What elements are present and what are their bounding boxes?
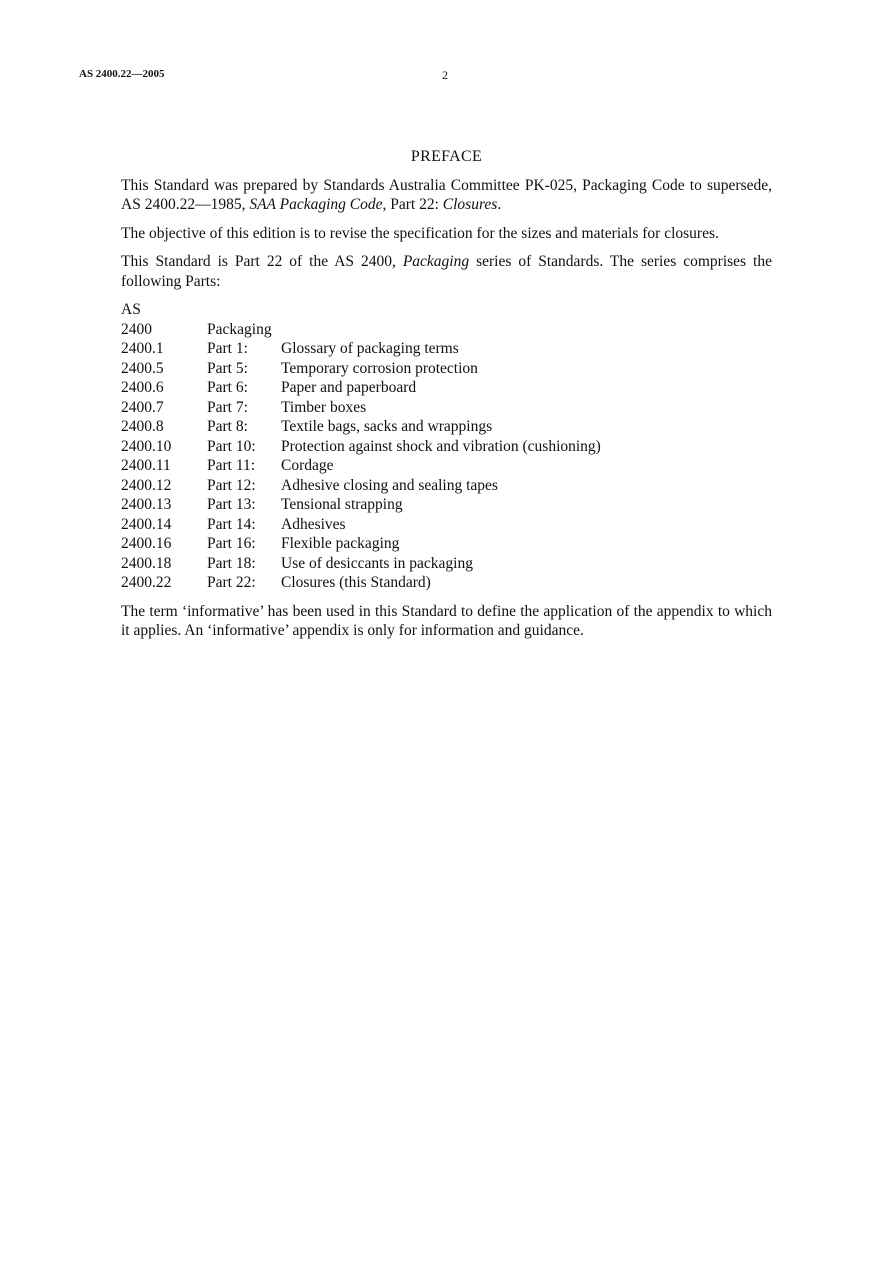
part-title: Use of desiccants in packaging bbox=[281, 554, 473, 572]
part-label: Part 12: bbox=[207, 476, 256, 494]
section-title: PREFACE bbox=[410, 148, 483, 165]
part-number: 2400.5 bbox=[121, 359, 164, 377]
parts-list-prefix: AS bbox=[121, 301, 141, 318]
part-label: Part 10: bbox=[207, 437, 256, 455]
parts-list-row bbox=[121, 398, 772, 418]
part-label: Part 1: bbox=[207, 340, 248, 357]
part-number: 2400.1 bbox=[121, 340, 164, 357]
parts-list-row bbox=[121, 456, 772, 476]
parts-list-row bbox=[121, 534, 772, 554]
part-label: Part 18: bbox=[207, 554, 256, 572]
part-label: Part 6: bbox=[207, 379, 248, 396]
document-id: AS 2400.22—2005 bbox=[79, 68, 165, 80]
document-body bbox=[121, 147, 772, 650]
part-number: 2400.8 bbox=[121, 418, 164, 435]
part-number: 2400.10 bbox=[121, 437, 172, 455]
part-label: Part 22: bbox=[207, 574, 256, 591]
part-number: 2400 bbox=[121, 320, 152, 338]
parts-list-row bbox=[121, 339, 772, 359]
part-number: 2400.7 bbox=[121, 398, 164, 416]
part-title: Timber boxes bbox=[281, 398, 367, 416]
part-number: 2400.22 bbox=[121, 574, 172, 591]
part-title: Flexible packaging bbox=[281, 535, 400, 552]
paragraph-preparation: This Standard was prepared by Standards Australia Committee PK-025, Packaging Code to supersede, AS 2400.22—1985, SAA Packaging Code, Part 22: Closures. bbox=[121, 176, 772, 213]
part-title: Closures (this Standard) bbox=[281, 574, 431, 591]
part-title: Protection against shock and vibration (cushioning) bbox=[281, 437, 601, 455]
page-number: 2 bbox=[442, 68, 448, 82]
paragraph-objective: The objective of this edition is to revise the specification for the sizes and materials for closures. bbox=[121, 224, 719, 242]
part-title: Paper and paperboard bbox=[281, 379, 417, 396]
parts-list-row bbox=[121, 515, 772, 535]
parts-list-row bbox=[121, 573, 772, 593]
part-label: Packaging bbox=[207, 320, 272, 338]
part-number: 2400.18 bbox=[121, 554, 172, 572]
part-title: Temporary corrosion protection bbox=[281, 359, 478, 377]
parts-list-row bbox=[121, 495, 772, 515]
part-title: Adhesive closing and sealing tapes bbox=[281, 476, 498, 494]
paragraph-series: This Standard is Part 22 of the AS 2400, Packaging series of Standards. The series comprises the following Parts: bbox=[121, 253, 772, 290]
parts-list-row bbox=[121, 437, 772, 457]
part-number: 2400.11 bbox=[121, 457, 171, 474]
part-title: Adhesives bbox=[281, 515, 346, 533]
part-number: 2400.12 bbox=[121, 476, 172, 494]
parts-list-row bbox=[121, 378, 772, 398]
parts-list-row bbox=[121, 476, 772, 496]
part-label: Part 5: bbox=[207, 359, 248, 377]
parts-list-row bbox=[121, 359, 772, 379]
parts-list bbox=[121, 300, 772, 593]
part-label: Part 13: bbox=[207, 496, 256, 513]
part-title: Textile bags, sacks and wrappings bbox=[281, 418, 493, 435]
parts-list-row bbox=[121, 554, 772, 574]
part-label: Part 16: bbox=[207, 535, 256, 552]
part-number: 2400.16 bbox=[121, 535, 172, 552]
part-number: 2400.6 bbox=[121, 379, 164, 396]
paragraph-informative: The term ‘informative’ has been used in this Standard to define the application of the appendix to which it applies. An ‘informative’ appendix is only for information and guidance. bbox=[121, 602, 772, 639]
part-title: Cordage bbox=[281, 457, 334, 474]
part-label: Part 11: bbox=[207, 457, 256, 474]
part-label: Part 7: bbox=[207, 398, 248, 416]
part-number: 2400.14 bbox=[121, 515, 172, 533]
parts-list-row bbox=[121, 320, 772, 340]
part-label: Part 14: bbox=[207, 515, 256, 533]
part-label: Part 8: bbox=[207, 418, 248, 435]
parts-list-row bbox=[121, 417, 772, 437]
part-title: Glossary of packaging terms bbox=[281, 340, 459, 357]
part-title: Tensional strapping bbox=[281, 496, 403, 513]
part-number: 2400.13 bbox=[121, 496, 172, 513]
